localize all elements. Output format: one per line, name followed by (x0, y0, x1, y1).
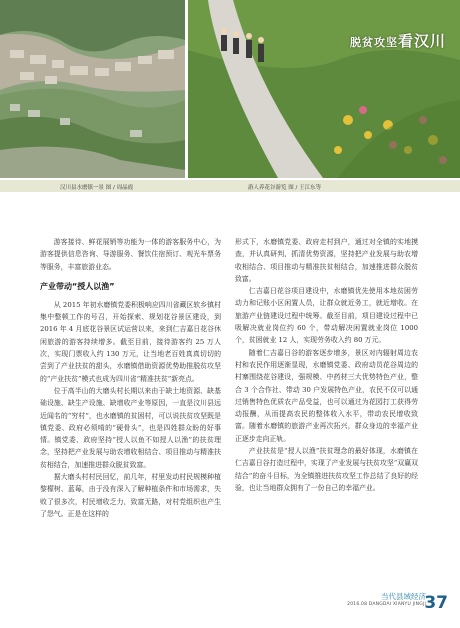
paragraph: 位于高半山的大磨头村长期以来由于缺土地资源、缺基础设施、缺生产设施、缺增收产业等原因，一直是汶川县远近闻名的“穷村”，也水磨镇的贫困村，可以说扶贫攻坚既是镇党委、政府必须啃的“硬骨头”，也是四姓群众盼的好事情。镇党委、政府坚持“授人以鱼不如授人以渔”的扶贫理念，坚持把产业发展与助农增收相结合、项目推动与精准扶贫相结合，加速推进群众脱贫致富。 (40, 386, 221, 469)
paragraph: 据大磨头村村民回忆，前几年，村里发动村民规模种植黎檬树、蓝莓，由于没有深入了解种植条件和市场需求，失败了很多次，村民增收乏力，致富无路，对村党组织也产生了怨气。正是在这样的 (40, 473, 221, 518)
article-left-column (40, 236, 221, 520)
magazine-name: 当代县域经济 (381, 592, 426, 601)
paragraph-intro: 游客接待、鲜花展销等功能为一体的游客服务中心，为游客提供信息咨询、导游服务、餐饮住宿预订、观光车票务等服务，丰富旅游业态。 (40, 238, 221, 271)
photo-title-small: 脱贫攻坚 (349, 36, 398, 49)
photo-flower-valley (188, 0, 460, 178)
article-right-column (235, 236, 418, 494)
page-footer (347, 592, 448, 613)
caption-bar (0, 180, 460, 192)
caption-left: 汉川县水磨镇一景 图 / 周晶霞 (60, 185, 134, 191)
section-heading: 产业带动“授人以渔” (40, 281, 115, 291)
paragraph: 产业扶贫是“授人以渔”扶贫理念的最好体现，水磨镇在仁吉嘉日谷打造过程中，实现了产业发展与扶贫攻坚“双赢双结合”的奋斗目标，为全镇推进扶贫攻坚工作总结了良好的经验，也让当地群众拥有了一份自己的幸福产业。 (235, 447, 418, 492)
issue-info: 2016.08 DANGDAI XIANYU JINGJI (347, 602, 426, 607)
caption-right: 游人养花谷游览 图 / 王江东等 (248, 185, 322, 191)
paragraph: 随着仁吉嘉日谷的游客逐步增多，景区对内辐射周边农村和农民作用逐渐显现，水磨镇党委、政府动员花谷周边的村寨围绕花谷建设，强规模、中药材三大优势特色产业，整合 3 个合作社、带动 30 户发展特色产业，农民不仅可以通过销售特色优质农产品受益，也可以通过为花园打工获得劳动报酬，从而提高农民的整体收入水平，带动农民增收致富。随着水磨镇的旅游产业再次拓兴，群众身边的幸福产业正逐步走向正轨。 (235, 348, 418, 443)
photo-title (350, 30, 446, 51)
paragraph-continued: 形式下，水磨镇党委、政府走村到户，通过对全镇的实地摸查，并认真研判，抓清优势资源，坚持把产业发展与助农增收相结合、项目推动与精准扶贫相结合，加速推进群众脱贫致富。 (235, 238, 418, 283)
photo-title-big: 看汉川 (397, 32, 446, 50)
photo-town-view (0, 0, 185, 178)
paragraph: 从 2015 年初水磨镇党委积极响应四川省藏区软乡镇村集中整顿工作的号召，开始探索、规划花谷景区建设，到 2016 年 4 月底花谷景区试运营以来，来到仁吉嘉日花谷休闲旅游的游客持续增多。截至目前，接待游客约 25 万人次，实现门票收入约 130 万元，让当地老百姓真真切切的尝到了产业扶贫的甜头，水磨镇借助资源优势助推脱贫攻坚的“产业扶贫”模式也成为四川省“精准扶贫”新亮点。 (40, 300, 221, 383)
paragraph: 仁吉嘉日花谷项目建设中，水磨镇优先使用本地贫困劳动力和记账小区闲置人员，让群众就近务工，就近增收。在旅游产业链建设过程中统筹。截至目前，项目建设过程中已吸解决就业岗位约 60 个，带动解决闲置就业岗位 1000 个，贫困就业 12 人，实现劳务收入约 80 万元。 (235, 287, 418, 345)
page-number: 37 (424, 593, 448, 613)
